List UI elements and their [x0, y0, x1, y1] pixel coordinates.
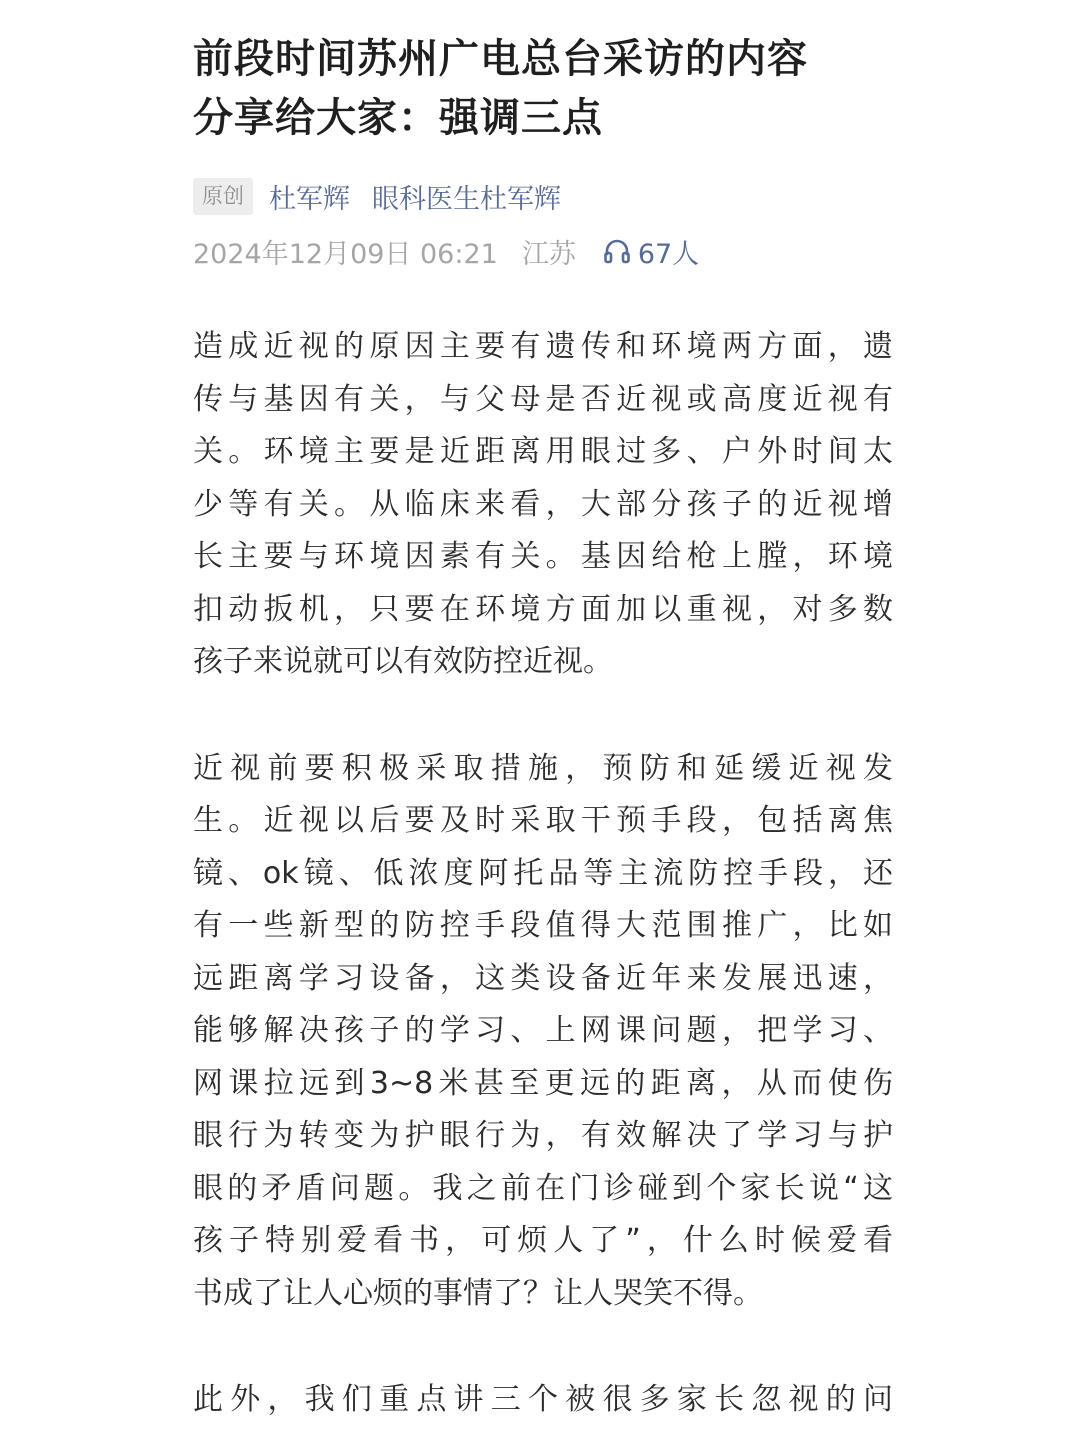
paragraph-line: 长主要与环境因素有关。基因给枪上膛，环境 [193, 539, 893, 574]
paragraph-spacer [193, 1320, 893, 1374]
paragraph-line: 传与基因有关，与父母是否近视或高度近视有 [193, 381, 893, 417]
paragraph-line: 近视前要积极采取措施，预防和延缓近视发 [193, 750, 893, 786]
paragraph-line: 孩子特别爱看书，可烦人了”，什么时候爱看 [193, 1223, 893, 1258]
article [193, 30, 893, 1427]
publish-region: 江苏 [521, 238, 576, 270]
paragraph-line: 生。近视以后要及时采取干预手段，包括离焦 [193, 803, 893, 838]
paragraph-line: 造成近视的原因主要有遗传和环境两方面，遗 [193, 329, 893, 364]
paragraph-line: 镜、ok镜、低浓度阿托品等主流防控手段，还 [193, 855, 893, 891]
paragraph [193, 1374, 893, 1427]
publish-date: 2024年12月09日 06:21 [193, 238, 498, 270]
account-name-link[interactable]: 眼科医生杜军辉 [372, 183, 561, 215]
paragraph-line: 此外，我们重点讲三个被很多家长忽视的问 [193, 1382, 893, 1417]
paragraph-line: 扣动扳机，只要在环境方面加以重视，对多数 [193, 591, 893, 627]
paragraph-line: 网课拉远到3~8米甚至更远的距离，从而使伤 [193, 1065, 893, 1101]
paragraph-line: 关。环境主要是近距离用眼过多、户外时间太 [193, 434, 893, 469]
paragraph-line: 少等有关。从临床来看，大部分孩子的近视增 [193, 486, 893, 522]
article-title-line: 前段时间苏州广电总台采访的内容 [193, 36, 808, 82]
paragraph-line: 有一些新型的防控手段值得大范围推广，比如 [193, 908, 893, 943]
paragraph-spacer [193, 689, 893, 743]
paragraph-line: 眼的矛盾问题。我之前在门诊碰到个家长说“这 [193, 1170, 893, 1206]
byline [193, 177, 893, 215]
author-link[interactable]: 杜军辉 [269, 183, 350, 215]
article-body [193, 321, 893, 1427]
original-badge: 原创 [193, 178, 253, 215]
paragraph-line: 孩子来说就可以有效防控近视。 [193, 644, 613, 679]
listen-button[interactable] [602, 232, 699, 271]
paragraph-line: 眼行为转变为护眼行为，有效解决了学习与护 [193, 1118, 893, 1153]
article-meta [193, 232, 893, 270]
headphone-icon [602, 236, 632, 266]
paragraph-line: 能够解决孩子的学习、上网课问题，把学习、 [193, 1013, 893, 1048]
listen-count: 67人 [637, 238, 700, 270]
article-title-line: 分享给大家：强调三点 [193, 95, 603, 141]
article-title [193, 30, 893, 148]
paragraph-line: 远距离学习设备，这类设备近年来发展迅速， [193, 960, 893, 996]
paragraph [193, 743, 893, 1321]
paragraph-line: 书成了让人心烦的事情了？让人哭笑不得。 [193, 1275, 763, 1311]
paragraph [193, 321, 893, 689]
